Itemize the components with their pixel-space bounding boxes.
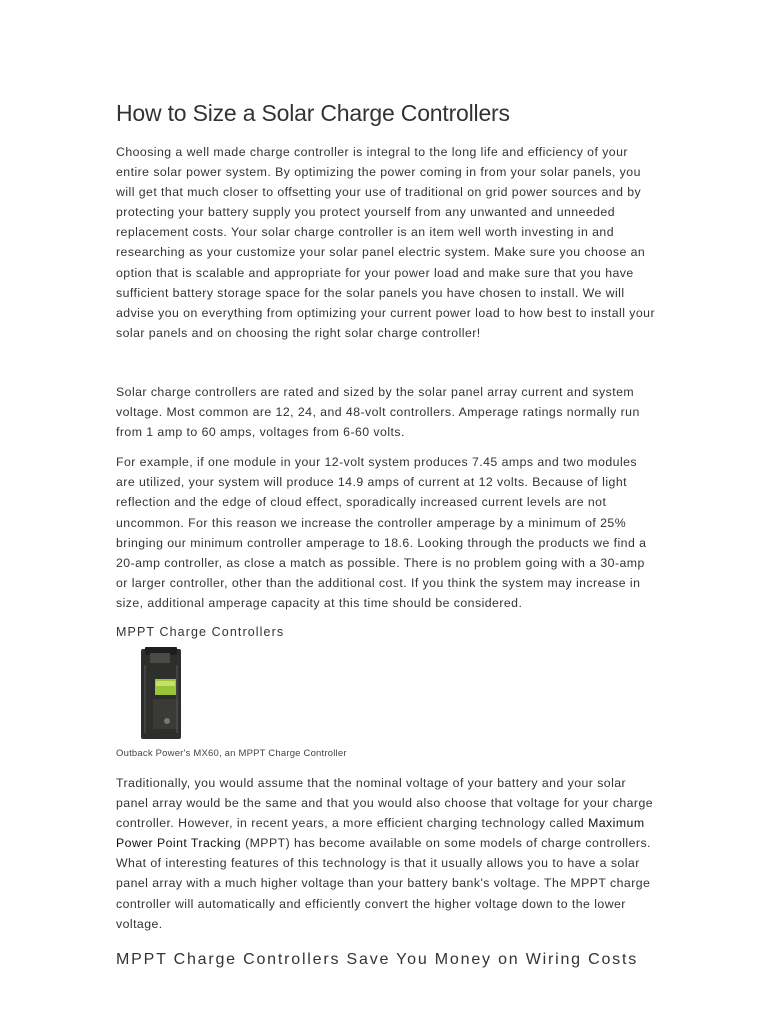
ratings-paragraph: Solar charge controllers are rated and sized by the solar panel array current and system voltage. Most common are 12, 24, and 48-volt controllers. Amperage ratings normally run from 1 amp to 60 amps, voltages from 6-60 volts. <box>116 384 640 440</box>
image-caption: Outback Power's MX60, an MPPT Charge Controller <box>116 747 347 759</box>
mppt-subheading: MPPT Charge Controllers <box>116 624 285 639</box>
mppt-text-before: Traditionally, you would assume that the nominal voltage of your battery and your solar panel array would be the same and that you would also choose that voltage for your charge controller. However, in recent years, a more efficient charging technology called <box>116 775 654 831</box>
mppt-text-after: (MPPT) has become available on some models of charge controllers. What of interesting features of this technology is that it usually allows you to have a solar panel array with a much higher voltage than your battery bank's voltage. The MPPT charge controller will automatically and efficiently convert the higher voltage down to the lower voltage. <box>116 836 651 931</box>
intro-paragraph: Choosing a well made charge controller is integral to the long life and efficiency of your entire solar power system. By optimizing the power coming in from your solar panels, you will get that much closer to offsetting your use of traditional on grid power sources and by protecting your battery supply you protect yourself from any unwanted and unneeded replacement costs. Your solar charge controller is an item well worth investing in and researching as your customize your solar panel electric system. Make sure you choose an option that is scalable and appropriate for your power load and make sure that you have sufficient battery storage space for the solar panels you have chosen to install. We will advise you on everything from optimizing your current power load to how best to install your solar panels and on choosing the right solar charge controller! <box>116 145 655 340</box>
wiring-heading: MPPT Charge Controllers Save You Money on Wiring Costs <box>116 950 638 968</box>
article <box>116 96 656 972</box>
example-paragraph: For example, if one module in your 12-volt system produces 7.45 amps and two modules are utilized, your system will produce 14.9 amps of current at 12 volts. Because of light reflection and the edge of cloud effect, sporadically increased current levels are not uncommon. For this reason we increase the controller amperage by a minimum of 25% bringing our minimum controller amperage to 18.6. Looking through the products we find a 20-amp controller, as close a match as possible. There is no problem going with a 30-amp or larger controller, other than the additional cost. If you think the system may increase in size, additional amperage capacity at this time should be considered. <box>116 455 647 610</box>
mppt-link[interactable]: Maximum Power Point Tracking <box>116 816 645 851</box>
page-title: How to Size a Solar Charge Controllers <box>116 100 510 126</box>
mppt-paragraph <box>116 773 656 934</box>
charge-controller-image <box>138 645 188 743</box>
